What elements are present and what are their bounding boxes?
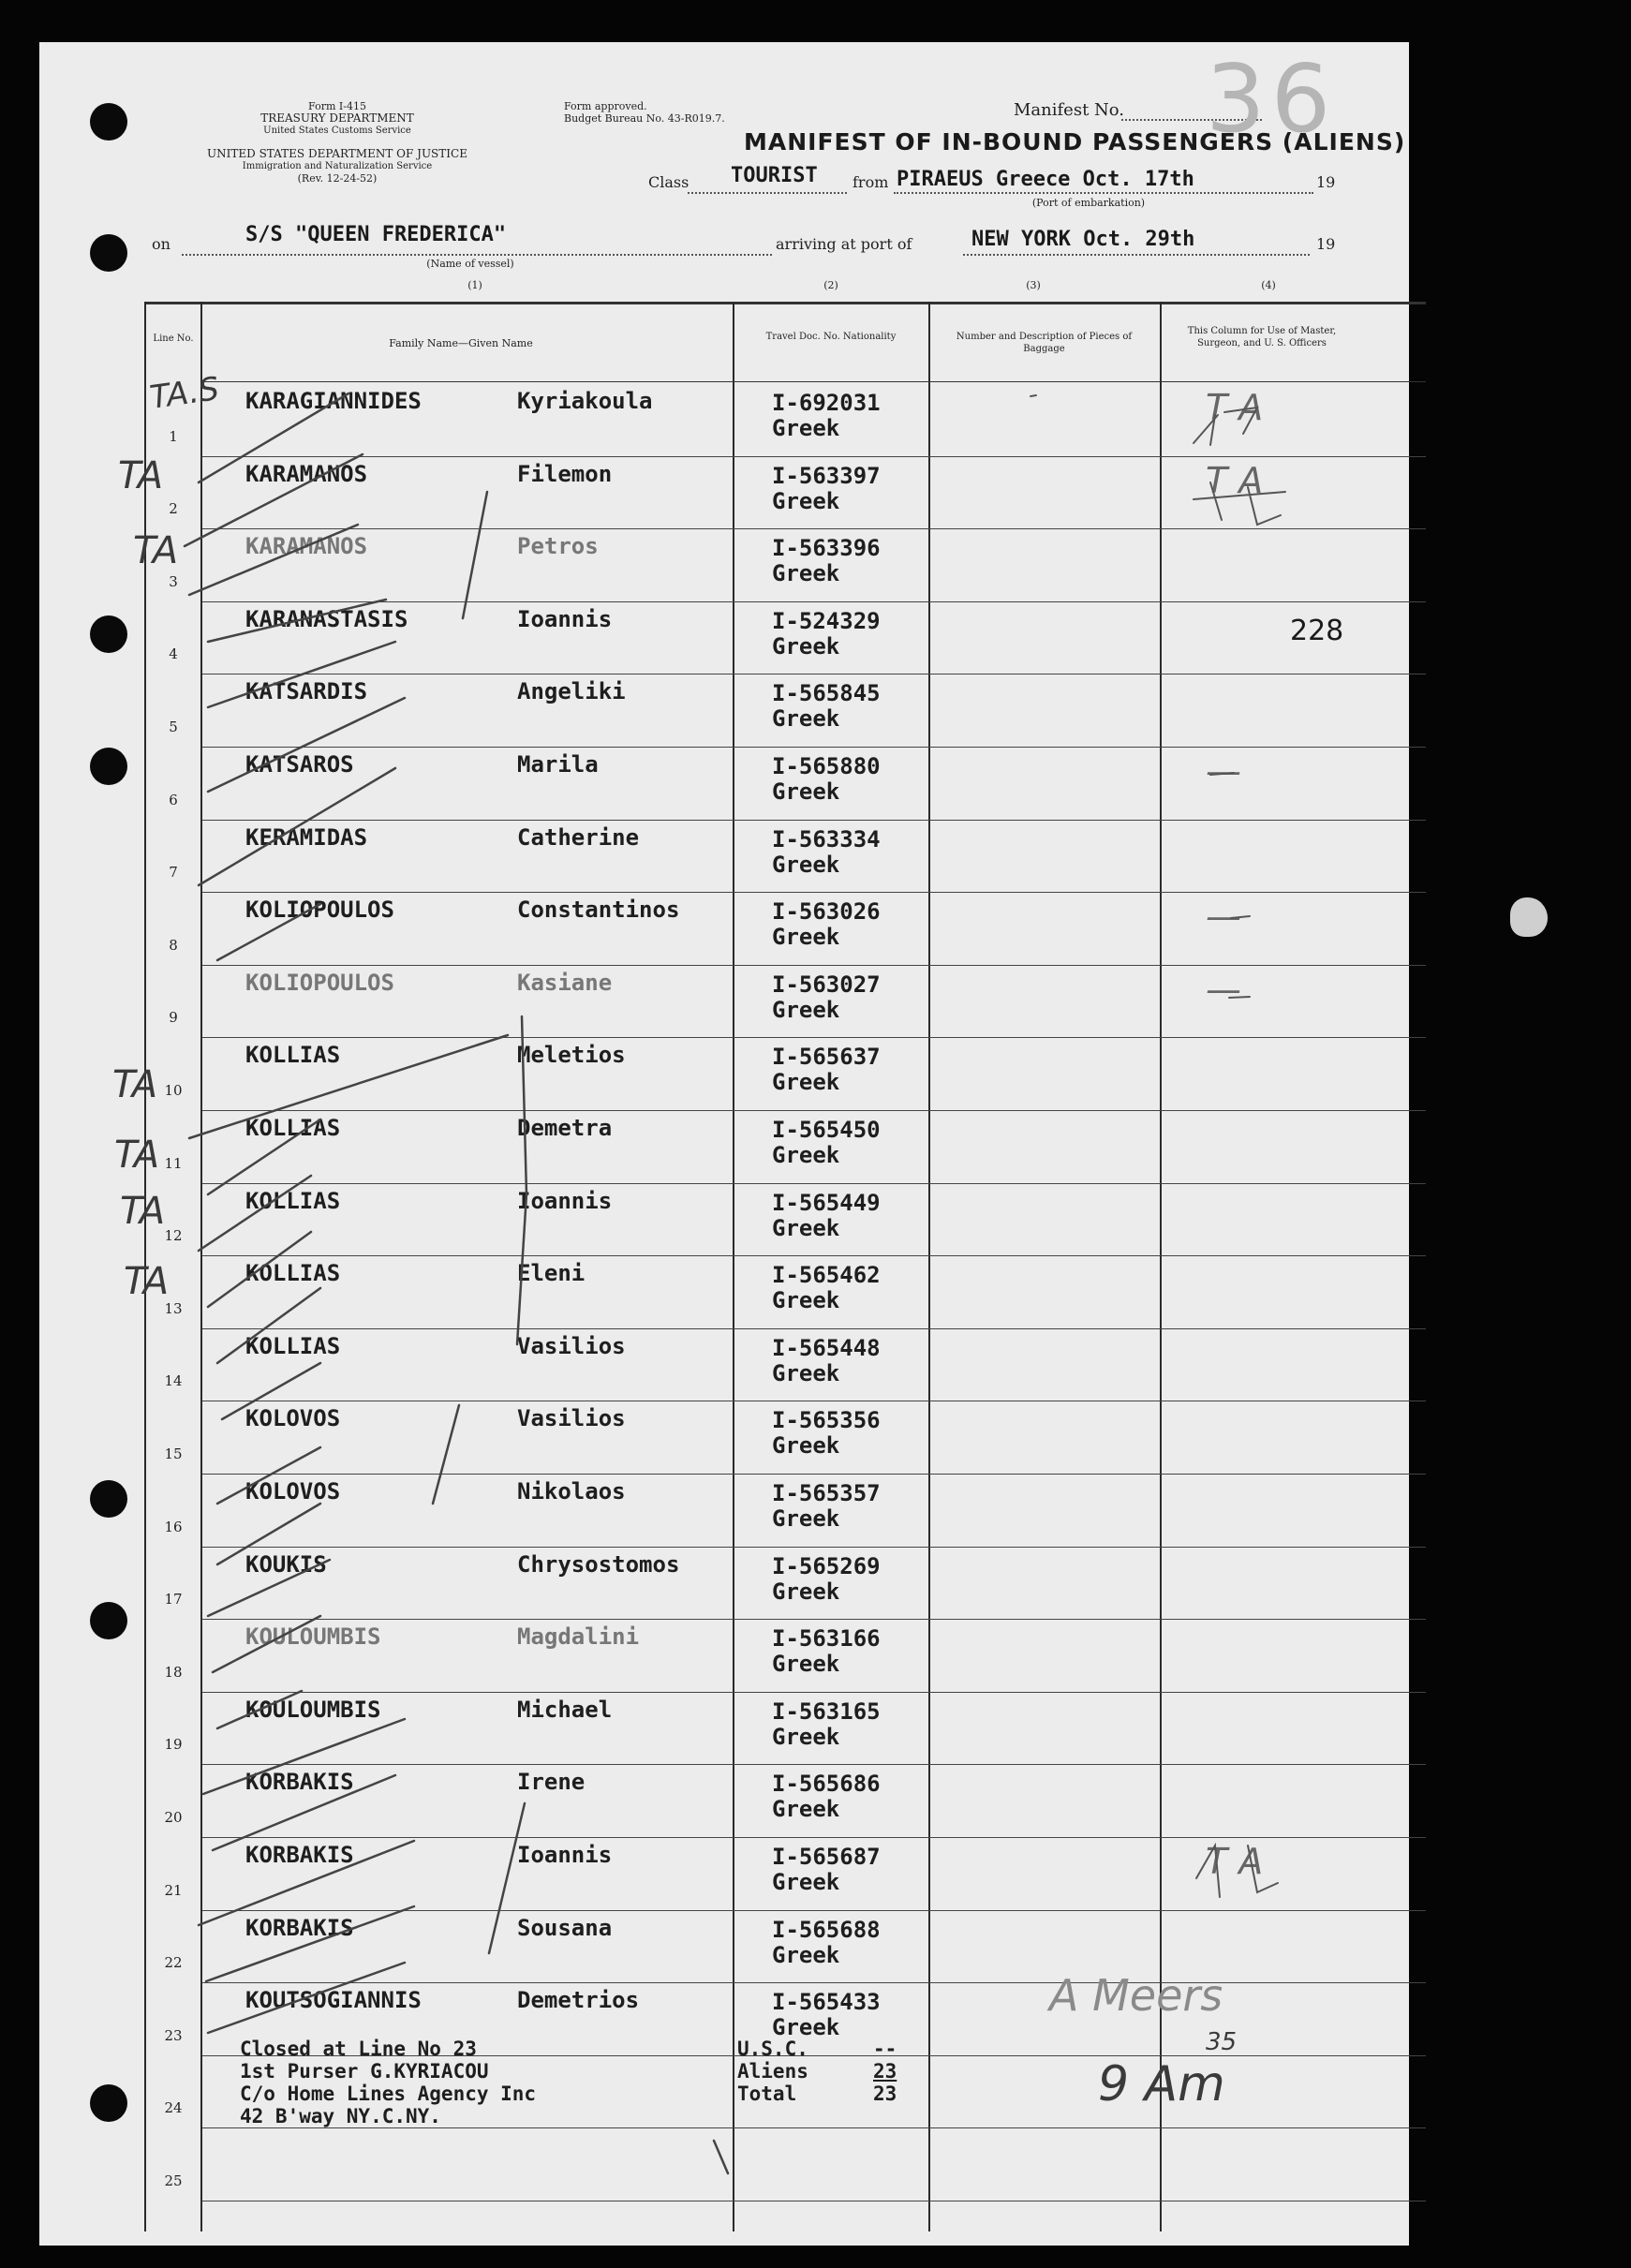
given-name: Meletios: [517, 1042, 626, 1068]
given-name: Michael: [517, 1697, 613, 1723]
line-number: 23: [164, 2027, 183, 2044]
given-name: Constantinos: [517, 897, 680, 923]
line-number: 14: [164, 1372, 183, 1389]
line-number: 7: [169, 864, 178, 881]
given-name: Sousana: [517, 1915, 613, 1941]
travel-doc-number: I-565688: [772, 1917, 881, 1943]
line-number: 21: [164, 1882, 183, 1899]
travel-doc-number: I-565448: [772, 1335, 881, 1361]
family-name: KOLLIAS: [245, 1260, 341, 1286]
officer-time: 9 Am: [1098, 2056, 1225, 2112]
col-num-2: (2): [823, 279, 838, 291]
travel-doc-number: I-563026: [772, 898, 881, 925]
nationality: Greek: [772, 1287, 840, 1313]
manifest-number: 36: [1206, 44, 1337, 154]
nationality: Greek: [772, 2014, 840, 2040]
closing-line-3: C/o Home Lines Agency Inc: [240, 2083, 537, 2105]
family-name: KARAGIANNIDES: [245, 388, 422, 414]
line-number: 16: [164, 1519, 183, 1535]
year-1: 19: [1316, 173, 1336, 191]
col-header-baggage: Number and Description of Pieces of Baggage: [956, 332, 1133, 354]
travel-doc-number: I-565686: [772, 1771, 881, 1797]
given-name: Filemon: [517, 461, 613, 487]
page-title: MANIFEST OF IN-BOUND PASSENGERS (ALIENS): [744, 128, 1406, 156]
nationality: Greek: [772, 488, 840, 514]
nationality: Greek: [772, 1869, 840, 1895]
line-number: 9: [169, 1009, 178, 1026]
ins-service: Immigration and Naturalization Service: [242, 161, 433, 171]
officer-mark: 228: [1290, 615, 1344, 647]
travel-doc-number: I-563027: [772, 971, 881, 998]
line-number: 1: [169, 428, 178, 445]
family-name: KARAMANOS: [245, 461, 368, 487]
travel-doc-number: I-565687: [772, 1844, 881, 1870]
treasury-dept: TREASURY DEPARTMENT: [260, 111, 414, 125]
travel-doc-number: I-563397: [772, 463, 881, 489]
arriving-label: arriving at port of: [776, 235, 912, 253]
family-name: KARANASTASIS: [245, 606, 408, 632]
margin-note: TA: [120, 1190, 166, 1233]
travel-doc-number: I-565462: [772, 1262, 881, 1288]
from-value: PIRAEUS Greece Oct. 17th: [897, 168, 1194, 191]
line-number: 19: [164, 1736, 183, 1753]
officer-mark: —: [1206, 896, 1241, 937]
budget-bureau: Budget Bureau No. 43-R019.7.: [564, 112, 725, 125]
family-name: KOLLIAS: [245, 1115, 341, 1141]
given-name: Demetrios: [517, 1987, 640, 2013]
given-name: Ioannis: [517, 606, 613, 632]
form-number: Form I-415: [308, 100, 366, 112]
travel-doc-number: I-565450: [772, 1117, 881, 1143]
travel-doc-number: I-565637: [772, 1044, 881, 1070]
travel-doc-number: I-563166: [772, 1625, 881, 1652]
revision: (Rev. 12-24-52): [297, 172, 378, 185]
given-name: Demetra: [517, 1115, 613, 1141]
travel-doc-number: I-565356: [772, 1407, 881, 1433]
line-number: 3: [169, 573, 178, 590]
nationality: Greek: [772, 415, 840, 441]
col-header-line-no: Line No.: [153, 334, 194, 344]
family-name: KOLOVOS: [245, 1405, 341, 1431]
given-name: Vasilios: [517, 1333, 626, 1359]
col-header-officers: This Column for Use of Master, Surgeon, and U. S. Officers: [1187, 326, 1337, 348]
officer-mark: T A: [1206, 387, 1264, 428]
travel-doc-number: I-524329: [772, 608, 881, 634]
family-name: KOULOUMBIS: [245, 1623, 381, 1650]
nationality: Greek: [772, 1651, 840, 1677]
given-name: Kyriakoula: [517, 388, 653, 414]
line-number: 6: [169, 792, 178, 808]
officer-mark: T A: [1206, 460, 1264, 501]
family-name: KOLOVOS: [245, 1478, 341, 1505]
closing-line-4: 42 B'way NY.C.NY.: [240, 2105, 441, 2127]
given-name: Chrysostomos: [517, 1551, 680, 1578]
form-approved: Form approved.: [564, 100, 647, 112]
given-name: Marila: [517, 751, 599, 778]
family-name: KOLIOPOULOS: [245, 897, 394, 923]
nationality: Greek: [772, 1360, 840, 1386]
family-name: KARAMANOS: [245, 533, 368, 559]
margin-note: TA: [118, 454, 164, 497]
pen-strokes: [39, 42, 1409, 2246]
customs-service: United States Customs Service: [263, 126, 411, 136]
line-number: 12: [164, 1227, 183, 1244]
nationality: Greek: [772, 1942, 840, 1968]
nationality: Greek: [772, 997, 840, 1023]
nationality: Greek: [772, 560, 840, 586]
given-name: Petros: [517, 533, 599, 559]
line-number: 5: [169, 719, 178, 735]
line-number: 11: [164, 1155, 183, 1172]
officer-time-minutes: 35: [1206, 2028, 1238, 2056]
aliens-value: 23: [873, 2060, 897, 2083]
travel-doc-number: I-565845: [772, 680, 881, 706]
officer-signature: A Meers: [1049, 1970, 1223, 2021]
nationality: Greek: [772, 1796, 840, 1822]
nationality: Greek: [772, 1069, 840, 1095]
family-name: KOUKIS: [245, 1551, 327, 1578]
family-name: KOUTSOGIANNIS: [245, 1987, 422, 2013]
on-label: on: [152, 235, 171, 253]
manifest-page: [39, 42, 1409, 2246]
travel-doc-number: I-565269: [772, 1553, 881, 1579]
usc-label: U.S.C.: [737, 2038, 808, 2060]
travel-doc-number: I-565433: [772, 1989, 881, 2015]
travel-doc-number: I-565357: [772, 1480, 881, 1506]
line-number: 17: [164, 1591, 183, 1608]
nationality: Greek: [772, 778, 840, 805]
family-name: KATSAROS: [245, 751, 354, 778]
line-number: 18: [164, 1664, 183, 1681]
given-name: Kasiane: [517, 970, 613, 996]
family-name: KORBAKIS: [245, 1842, 354, 1868]
port-caption: (Port of embarkation): [1031, 197, 1146, 209]
nationality: Greek: [772, 1579, 840, 1605]
col-num-3: (3): [1026, 279, 1041, 291]
given-name: Eleni: [517, 1260, 586, 1286]
travel-doc-number: I-565449: [772, 1190, 881, 1216]
class-value: TOURIST: [731, 164, 818, 187]
margin-note: TA: [133, 529, 179, 572]
travel-doc-number: I-563165: [772, 1698, 881, 1725]
closing-line-2: 1st Purser G.KYRIACOU: [240, 2060, 489, 2083]
col-num-4: (4): [1261, 279, 1276, 291]
family-name: KORBAKIS: [245, 1769, 354, 1795]
line-number: 13: [164, 1300, 183, 1317]
arrival-value: NEW YORK Oct. 29th: [971, 228, 1195, 251]
nationality: Greek: [772, 924, 840, 950]
justice-dept: UNITED STATES DEPARTMENT OF JUSTICE: [207, 147, 467, 160]
family-name: KOULOUMBIS: [245, 1697, 381, 1723]
given-name: Angeliki: [517, 678, 626, 704]
family-name: KOLIOPOULOS: [245, 970, 394, 996]
year-2: 19: [1316, 235, 1336, 253]
line-number: 25: [164, 2172, 183, 2189]
margin-note: TA: [112, 1063, 158, 1106]
class-label: Class: [648, 173, 689, 191]
family-name: KERAMIDAS: [245, 824, 368, 851]
family-name: KATSARDIS: [245, 678, 368, 704]
officer-mark: T A: [1206, 1841, 1264, 1882]
from-label: from: [853, 173, 889, 191]
col-num-1: (1): [467, 279, 482, 291]
margin-note: TA: [124, 1260, 170, 1303]
usc-value: --: [873, 2038, 897, 2060]
given-name: Vasilios: [517, 1405, 626, 1431]
family-name: KOLLIAS: [245, 1042, 341, 1068]
line-number: 22: [164, 1954, 183, 1971]
aliens-label: Aliens: [737, 2060, 808, 2083]
travel-doc-number: I-692031: [772, 390, 881, 416]
family-name: KOLLIAS: [245, 1188, 341, 1214]
given-name: Ioannis: [517, 1842, 613, 1868]
line-number: 24: [164, 2099, 183, 2116]
manifest-label: Manifest No.: [1014, 100, 1125, 120]
line-number: 10: [164, 1082, 183, 1099]
total-value: 23: [873, 2083, 897, 2105]
given-name: Nikolaos: [517, 1478, 626, 1505]
nationality: Greek: [772, 1215, 840, 1241]
nationality: Greek: [772, 1724, 840, 1750]
nationality: Greek: [772, 705, 840, 732]
given-name: Ioannis: [517, 1188, 613, 1214]
travel-doc-number: I-565880: [772, 753, 881, 779]
nationality: Greek: [772, 1142, 840, 1168]
nationality: Greek: [772, 1505, 840, 1532]
given-name: Catherine: [517, 824, 640, 851]
nationality: Greek: [772, 1432, 840, 1459]
family-name: KORBAKIS: [245, 1915, 354, 1941]
margin-note: TA: [114, 1134, 160, 1177]
given-name: Magdalini: [517, 1623, 640, 1650]
nationality: Greek: [772, 633, 840, 660]
line-number: 20: [164, 1809, 183, 1826]
total-label: Total: [737, 2083, 797, 2105]
line-number: 4: [169, 645, 178, 662]
line-number: 15: [164, 1445, 183, 1462]
travel-doc-number: I-563334: [772, 826, 881, 852]
family-name: KOLLIAS: [245, 1333, 341, 1359]
vessel-caption: (Name of vessel): [426, 258, 514, 270]
vessel-name: S/S "QUEEN FREDERICA": [245, 223, 507, 246]
margin-note: TA.S: [147, 370, 222, 417]
given-name: Irene: [517, 1769, 586, 1795]
travel-doc-number: I-563396: [772, 535, 881, 561]
officer-mark: —: [1206, 750, 1241, 792]
ink-blot: [1510, 897, 1548, 937]
officer-mark: —: [1206, 969, 1241, 1010]
line-number: 2: [169, 500, 178, 517]
col-header-name: Family Name—Given Name: [389, 337, 533, 349]
col-header-travel-doc: Travel Doc. No. Nationality: [765, 332, 897, 342]
closing-line-1: Closed at Line No 23: [240, 2038, 477, 2060]
nationality: Greek: [772, 852, 840, 878]
line-number: 8: [169, 937, 178, 954]
